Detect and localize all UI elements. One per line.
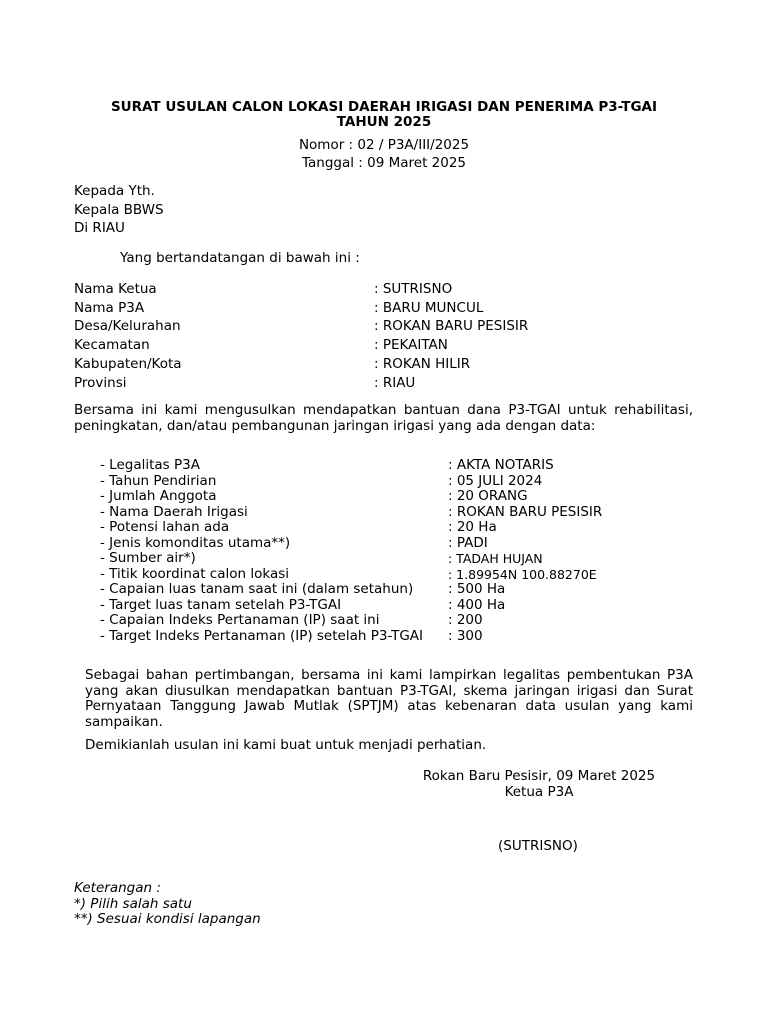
detail-value: : 05 JULI 2024 [448, 472, 543, 489]
detail-row [100, 629, 660, 645]
detail-value: : 400 Ha [448, 596, 506, 613]
signature-place-date: Rokan Baru Pesisir, 09 Maret 2025 [422, 768, 656, 784]
detail-value: : 500 Ha [448, 581, 506, 597]
detail-value: : ROKAN BARU PESISIR [448, 503, 603, 520]
info-row [74, 299, 594, 318]
addressee-line: Kepala BBWS [74, 201, 164, 218]
detail-label: - Sumber air*) [100, 550, 196, 566]
info-row [74, 336, 594, 355]
addressee-line: Di RIAU [74, 220, 125, 236]
applicant-info [74, 280, 594, 392]
detail-label: - Jumlah Anggota [100, 488, 217, 504]
detail-row [100, 505, 660, 521]
detail-value: : 200 [448, 612, 483, 628]
detail-value: : PADI [448, 534, 488, 551]
info-label: Nama P3A [74, 299, 145, 316]
info-value: : PEKAITAN [374, 337, 448, 354]
detail-label: - Nama Daerah Irigasi [100, 503, 248, 520]
info-label: Kecamatan [74, 337, 150, 354]
detail-label: - Tahun Pendirian [100, 472, 217, 489]
info-value: : ROKAN BARU PESISIR [374, 318, 529, 335]
detail-list [100, 458, 660, 644]
detail-row [100, 613, 660, 629]
detail-label: - Target luas tanam setelah P3-TGAI [100, 596, 342, 613]
notes-heading: Keterangan : [74, 880, 161, 896]
detail-row [100, 598, 660, 614]
addressee-block [74, 182, 164, 238]
document-meta [0, 136, 768, 172]
closing-paragraph: Demikianlah usulan ini kami buat untuk menjadi perhatian. [85, 737, 487, 753]
info-value: : RIAU [374, 374, 416, 391]
info-row [74, 355, 594, 374]
detail-row [100, 567, 660, 583]
signatory-name: (SUTRISNO) [498, 838, 578, 854]
info-label: Provinsi [74, 374, 127, 391]
title-line-2: TAHUN 2025 [336, 114, 432, 130]
detail-value: : 1.89954N 100.88270E [448, 566, 597, 582]
detail-label: - Potensi lahan ada [100, 519, 230, 535]
info-label: Kabupaten/Kota [74, 355, 182, 372]
detail-row [100, 520, 660, 536]
note-line: *) Pilih salah satu [74, 895, 192, 912]
info-value: : ROKAN HILIR [374, 355, 471, 372]
letter-date: Tanggal : 09 Maret 2025 [301, 155, 467, 171]
info-row [74, 317, 594, 336]
detail-row [100, 536, 660, 552]
title-line-1: SURAT USULAN CALON LOKASI DAERAH IRIGASI DAN PENERIMA P3-TGAI [110, 99, 658, 115]
detail-value: : 20 ORANG [448, 488, 528, 504]
notes-block [74, 881, 261, 928]
info-row [74, 374, 594, 393]
detail-label: - Capaian Indeks Pertanaman (IP) saat ini [100, 612, 380, 628]
info-label: Desa/Kelurahan [74, 318, 181, 335]
detail-row [100, 458, 660, 474]
detail-value: : TADAH HUJAN [448, 551, 543, 566]
detail-value: : 20 Ha [448, 519, 497, 535]
detail-value: : 300 [448, 627, 483, 644]
detail-value: : AKTA NOTARIS [448, 457, 554, 473]
detail-label: - Jenis komonditas utama**) [100, 534, 291, 551]
signature-block [417, 768, 661, 800]
info-label: Nama Ketua [74, 281, 157, 297]
detail-row [100, 489, 660, 505]
info-value: : BARU MUNCUL [374, 299, 484, 316]
info-row [74, 280, 594, 299]
detail-label: - Capaian luas tanam saat ini (dalam setahun) [100, 581, 414, 597]
detail-row [100, 582, 660, 598]
signature-role: Ketua P3A [504, 784, 574, 800]
detail-label: - Legalitas P3A [100, 457, 200, 473]
detail-row [100, 551, 660, 567]
document-title [0, 100, 768, 130]
info-value: : SUTRISNO [374, 281, 453, 297]
intro-text: Yang bertandatangan di bawah ini : [120, 250, 360, 266]
attachment-paragraph: Sebagai bahan pertimbangan, bersama ini kami lampirkan legalitas pembentukan P3A yang akan diusulkan mendapatkan bantuan P3-TGAI, skema jaringan irigasi dan Surat Pernyataan Tanggung Jawab Mutlak (SPTJM) atas kebenaran data usulan yang kami sampaikan. [85, 667, 693, 730]
detail-label: - Target Indeks Pertanaman (IP) setelah P3-TGAI [100, 627, 423, 644]
detail-row [100, 474, 660, 490]
detail-label: - Titik koordinat calon lokasi [100, 565, 289, 582]
addressee-line: Kepada Yth. [74, 183, 155, 199]
letter-number: Nomor : 02 / P3A/III/2025 [298, 137, 470, 153]
proposal-paragraph: Bersama ini kami mengusulkan mendapatkan bantuan dana P3-TGAI untuk rehabilitasi, peningkatan, dan/atau pembangunan jaringan irigasi yang ada dengan data: [74, 402, 693, 434]
note-line: **) Sesuai kondisi lapangan [74, 911, 261, 927]
